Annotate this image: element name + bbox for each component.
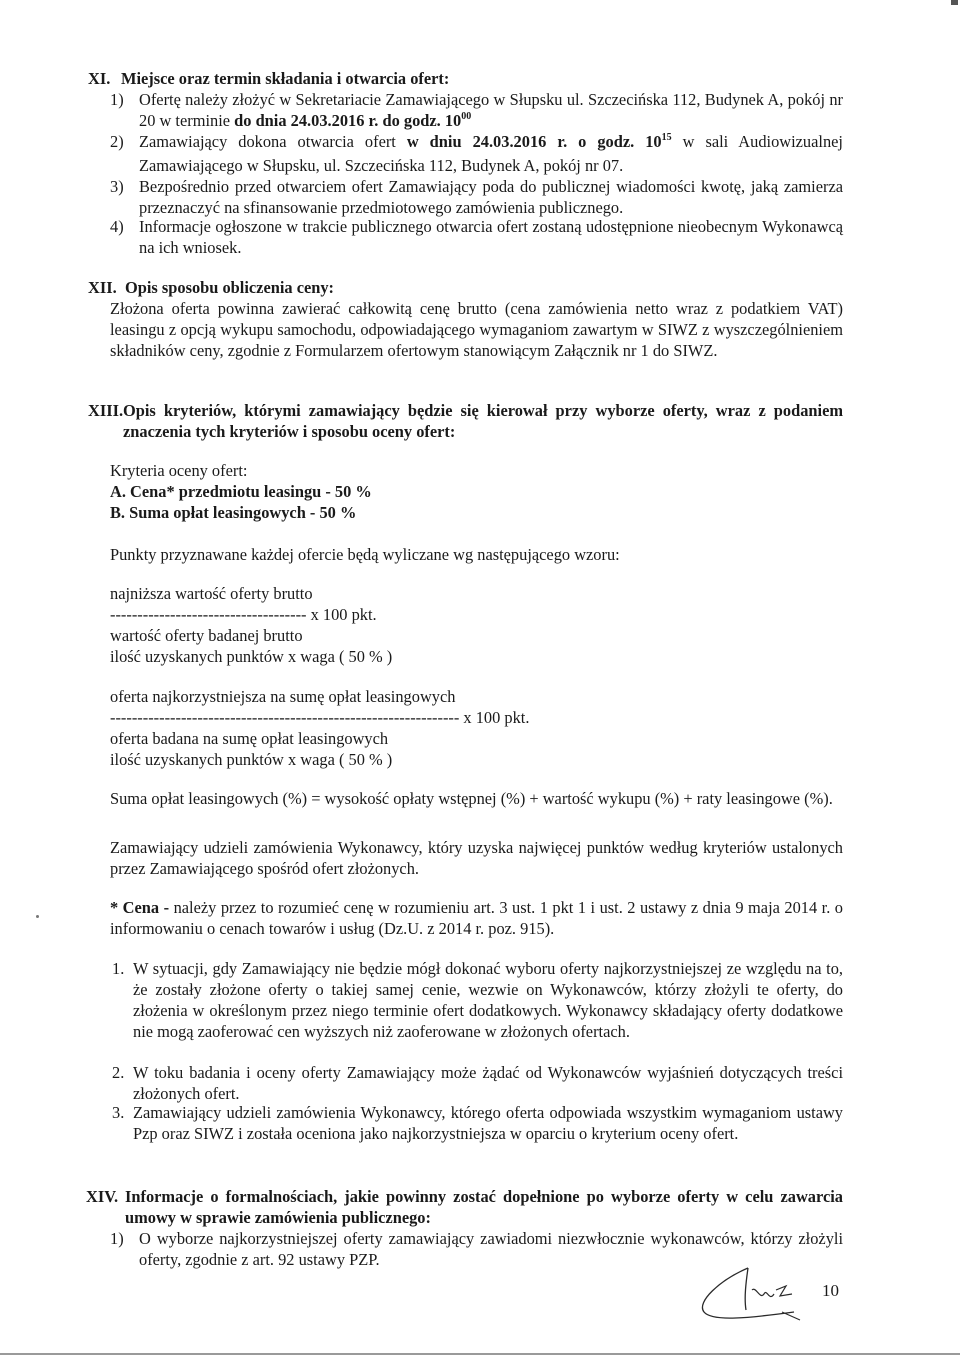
s11-item-3-number: 3) xyxy=(110,177,124,196)
section-xiii-number: XIII. xyxy=(88,401,124,420)
formula-1-denominator: wartość oferty badanej brutto xyxy=(110,626,303,645)
formula-2-denominator: oferta badana na sumę opłat leasingowych xyxy=(110,729,389,748)
s11-item-2-number: 2) xyxy=(110,132,124,151)
formula-2-result: ilość uzyskanych punktów x waga ( 50 % ) xyxy=(110,750,393,769)
formula-1-result: ilość uzyskanych punktów x waga ( 50 % ) xyxy=(110,647,393,666)
s11-item-1-a: Ofertę należy złożyć w Sekretariacie Zamawiającego w Słupsku ul. Szczecińska 112, Budynek A, pokój nr 20 w terminie xyxy=(139,90,843,130)
s13-point-2-text: W toku badania i oceny oferty Zamawiający może żądać od Wykonawców wyjaśnień dotyczących treści złożonych ofert. xyxy=(133,1063,843,1103)
s11-item-1-sup: 00 xyxy=(461,111,472,122)
formula-1-fraction-line: ------------------------------------ x 100 pkt. xyxy=(110,605,377,624)
section-xiv-number: XIV. xyxy=(86,1187,119,1206)
criterion-a: A. Cena* przedmiotu leasingu - 50 % xyxy=(110,482,372,501)
s11-item-2-a: Zamawiający dokona otwarcia ofert xyxy=(139,132,396,151)
scan-bottom-edge xyxy=(0,1353,960,1355)
s11-item-2-text xyxy=(139,131,843,176)
section-xiv-title: Informacje o formalnościach, jakie powinny zostać dopełnione po wyborze oferty w celu zawarcia umowy w sprawie zamówienia publicznego: xyxy=(125,1187,843,1227)
s13-point-3-text: Zamawiający udzieli zamówienia Wykonawcy, którego oferta odpowiada wszystkim wymaganiom ustawy Pzp oraz SIWZ i została oceniona jako najkorzystniejsza w oparciu o kryterium oceny ofert. xyxy=(133,1103,843,1143)
award-rule: Zamawiający udzieli zamówienia Wykonawcy, który uzyska najwięcej punktów według kryteriów ustalonych przez Zamawiającego spośród ofert złożonych. xyxy=(110,838,843,878)
handwritten-signature xyxy=(690,1260,820,1330)
s11-item-4-number: 4) xyxy=(110,217,124,236)
criteria-label: Kryteria oceny ofert: xyxy=(110,461,248,480)
page-number: 10 xyxy=(822,1281,839,1300)
section-xii-number: XII. xyxy=(88,278,117,297)
s11-item-3-text: Bezpośrednio przed otwarciem ofert Zamawiający poda do publicznej wiadomości kwotę, jaką zamierza przeznaczyć na sfinansowanie przedmiotowego zamówienia publicznego. xyxy=(139,177,843,217)
s11-item-4-text: Informacje ogłoszone w trakcie publicznego otwarcia ofert zostaną udostępnione nieobecnym Wykonawcą na ich wniosek. xyxy=(139,217,843,257)
s13-point-2-number: 2. xyxy=(112,1063,125,1082)
sum-definition: Suma opłat leasingowych (%) = wysokość opłaty wstępnej (%) + wartość wykupu (%) + raty leasingowe (%). xyxy=(110,789,833,808)
s11-item-2-c: w sali Audiowizualnej Zamawiającego w Słupsku, ul. Szczecińska 112, Budynek A, pokój nr 07. xyxy=(139,132,843,175)
section-xii-text: Złożona oferta powinna zawierać całkowitą cenę brutto (cena zamówienia netto wraz z podatkiem VAT) leasingu z opcją wykupu samochodu, odpowiadającego wymaganiom zawartym w SIWZ z wyszczególnieniem składników ceny, zgodnie z Formularzem ofertowym stanowiącym Załącznik nr 1 do SIWZ. xyxy=(110,299,843,360)
price-footnote-text: należy przez to rozumieć cenę w rozumieniu art. 3 ust. 1 pkt 1 i ust. 2 ustawy z dnia 9 maja 2014 r. o informowaniu o cenach towarów i usług (Dz.U. z 2014 r. poz. 915). xyxy=(110,898,843,938)
formula-2-fraction-line: ---------------------------------------------------------------- x 100 pkt. xyxy=(110,708,530,727)
s11-item-1-deadline: do dnia 24.03.2016 r. do godz. 10 xyxy=(234,111,462,130)
section-xiii-title: Opis kryteriów, którymi zamawiający będzie się kierował przy wyborze oferty, wraz z podaniem znaczenia tych kryteriów i sposobu oceny ofert: xyxy=(123,401,843,441)
points-intro: Punkty przyznawane każdej ofercie będą wyliczane wg następującego wzoru: xyxy=(110,545,620,564)
s11-item-1-number: 1) xyxy=(110,90,124,109)
s14-item-1-text: O wyborze najkorzystniejszej oferty zamawiający zawiadomi niezwłocznie wykonawców, którzy złożyli oferty, zgodnie z art. 92 ustawy PZP. xyxy=(139,1229,843,1269)
criterion-b: B. Suma opłat leasingowych - 50 % xyxy=(110,503,357,522)
price-footnote xyxy=(110,897,843,939)
s11-item-1-text xyxy=(139,89,843,134)
s13-point-1-number: 1. xyxy=(112,959,125,978)
s14-item-1-number: 1) xyxy=(110,1229,124,1248)
section-xi-title: Miejsce oraz termin składania i otwarcia ofert: xyxy=(121,69,450,88)
formula-2-numerator: oferta najkorzystniejsza na sumę opłat leasingowych xyxy=(110,687,456,706)
price-footnote-label: * Cena - xyxy=(110,898,170,917)
s13-point-1-text: W sytuacji, gdy Zamawiający nie będzie mógł dokonać wyboru oferty najkorzystniejszej ze względu na to, że zostały złożone oferty o takiej samej cenie, wezwie on Wykonawców, którzy złożyli te oferty, do złożenia w określonym przez niego terminie ofert dodatkowych. Wykonawcy składający oferty dodatkowe nie mogą zaoferować cen wyższych niż zaoferowane w złożonych ofertach. xyxy=(133,959,843,1041)
scan-mark xyxy=(951,0,958,5)
s13-point-3-number: 3. xyxy=(112,1103,125,1122)
scan-speck xyxy=(36,915,39,918)
section-xii-title: Opis sposobu obliczenia ceny: xyxy=(125,278,335,297)
s11-item-2-sup: 15 xyxy=(661,132,672,143)
section-xi-number: XI. xyxy=(88,69,111,88)
formula-1-numerator: najniższa wartość oferty brutto xyxy=(110,584,313,603)
s11-item-2-opening: w dniu 24.03.2016 r. o godz. 10 xyxy=(406,132,662,151)
